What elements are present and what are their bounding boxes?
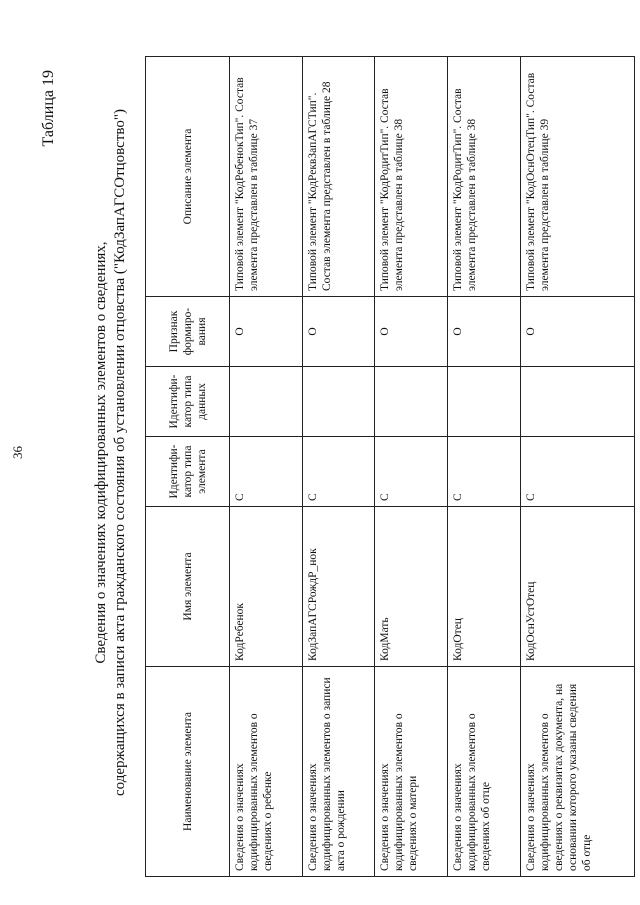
cell-name: Сведения о значениях кодифицированных элементов о сведениях о реквизитах документа, на основании которого указаны сведения об отце (520, 667, 634, 877)
cell-name: Сведения о значениях кодифицированных элементов о сведениях об отце (448, 667, 521, 877)
cell-flag: О (375, 297, 448, 367)
elements-table (145, 56, 635, 877)
table-row (230, 57, 303, 877)
header-formation-flag: Признак формиро-вания (146, 297, 230, 367)
cell-name: Сведения о значениях кодифицированных элементов о записи акта о рождении (302, 667, 375, 877)
cell-element: КодОснУстОтец (520, 507, 634, 667)
table-row (375, 57, 448, 877)
cell-type-id: С (520, 437, 634, 507)
cell-element: КодРебенок (230, 507, 303, 667)
cell-description: Типовой элемент "КодРодитТип". Состав элемента представлен в таблице 38 (375, 57, 448, 297)
table-row (302, 57, 375, 877)
cell-name: Сведения о значениях кодифицированных элементов о сведениях о матери (375, 667, 448, 877)
cell-description: Типовой элемент "КодРеквЗапАГСТип". Состав элемента представлен в таблице 28 (302, 57, 375, 297)
cell-data-type (448, 367, 521, 437)
cell-description: Типовой элемент "КодРебенокТип". Состав элемента представлен в таблице 37 (230, 57, 303, 297)
table-title (92, 100, 130, 805)
cell-data-type (375, 367, 448, 437)
title-line-1: Сведения о значениях кодифицированных элементов о сведениях, (93, 241, 109, 664)
table-row (448, 57, 521, 877)
cell-name: Сведения о значениях кодифицированных элементов о сведениях о ребенке (230, 667, 303, 877)
header-description: Описание элемента (146, 57, 230, 297)
cell-type-id: С (230, 437, 303, 507)
cell-element: КодЗапАГСРождР_нок (302, 507, 375, 667)
table-label: Таблица 19 (40, 70, 57, 147)
cell-flag: О (302, 297, 375, 367)
header-data-type: Идентифи-катор типа данных (146, 367, 230, 437)
header-row (146, 57, 230, 877)
cell-type-id: С (302, 437, 375, 507)
cell-description: Типовой элемент "КодРодитТип". Состав элемента представлен в таблице 38 (448, 57, 521, 297)
cell-type-id: С (448, 437, 521, 507)
header-element-id: Имя элемента (146, 507, 230, 667)
cell-data-type (520, 367, 634, 437)
cell-flag: О (230, 297, 303, 367)
title-line-2: содержащихся в записи акта гражданского состояния об установлении отцовства ("КодЗапАГСОтцовство") (112, 109, 128, 796)
cell-element: КодМать (375, 507, 448, 667)
cell-type-id: С (375, 437, 448, 507)
cell-description: Типовой элемент "КодОснОтецТип". Состав элемента представлен в таблице 39 (520, 57, 634, 297)
cell-data-type (230, 367, 303, 437)
header-element-type: Идентифи-катор типа элемента (146, 437, 230, 507)
cell-flag: О (520, 297, 634, 367)
cell-data-type (302, 367, 375, 437)
header-element-name: Наименование элемента (146, 667, 230, 877)
cell-element: КодОтец (448, 507, 521, 667)
cell-flag: О (448, 297, 521, 367)
page-number: 36 (10, 446, 25, 459)
table-row (520, 57, 634, 877)
